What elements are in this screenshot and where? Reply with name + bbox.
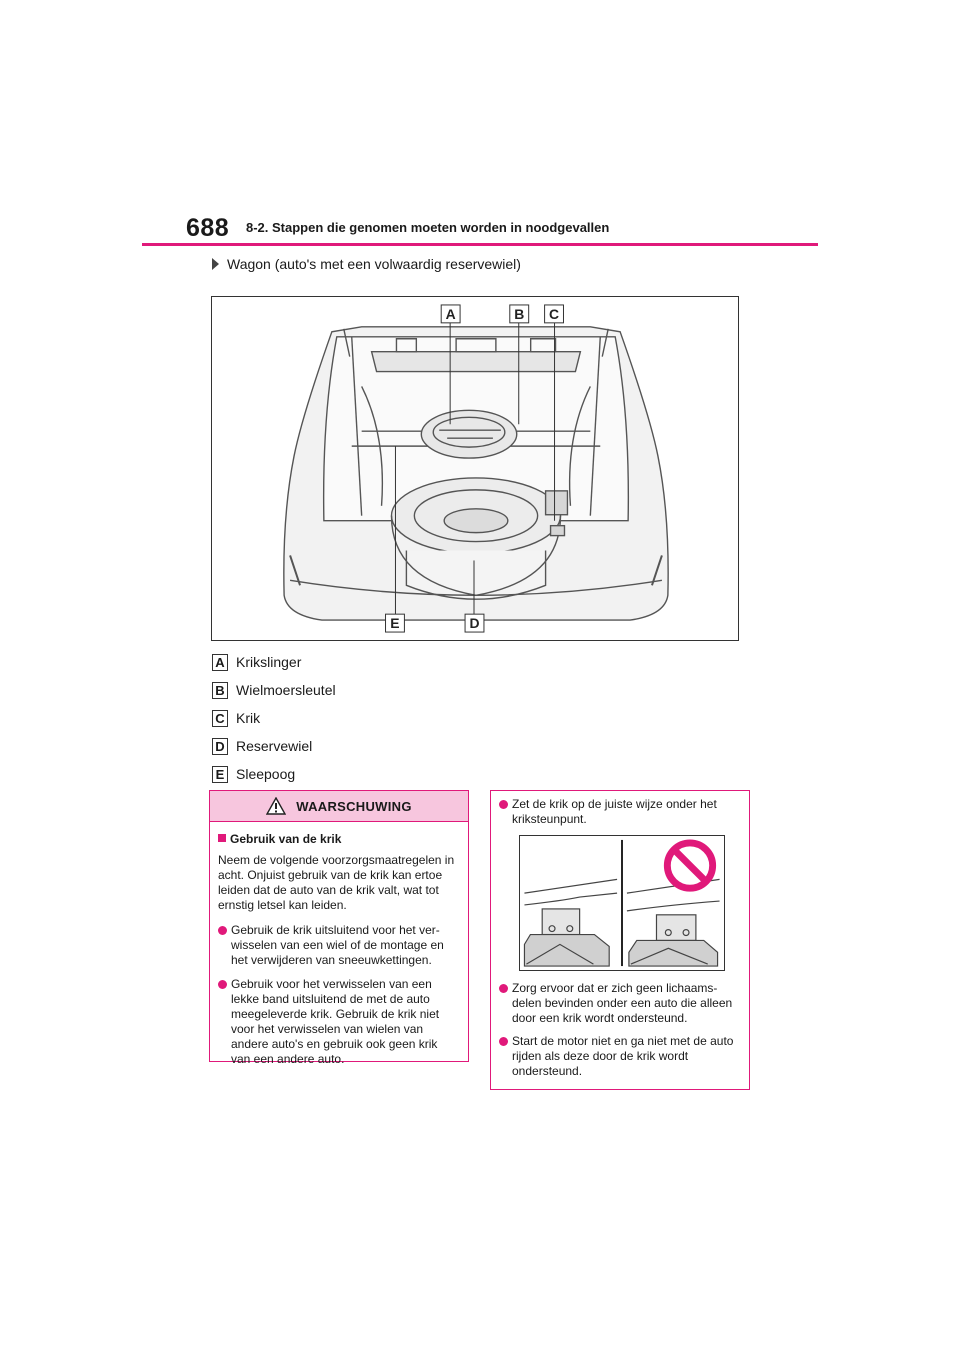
- legend-label: Sleepoog: [236, 766, 296, 782]
- warning-body: [210, 822, 468, 1067]
- right-bullet-text: Zet de krik op de juiste wijze onder het kriksteunpunt.: [512, 797, 717, 826]
- triangle-bullet-icon: [212, 258, 219, 270]
- jack-placement-drawing: [520, 836, 724, 970]
- right-bullet: [499, 797, 741, 827]
- callout-b: [510, 305, 529, 323]
- trunk-illustration: [211, 296, 739, 641]
- bullet-dot-icon: [218, 926, 227, 935]
- bullet-dot-icon: [218, 980, 227, 989]
- legend-item: [212, 676, 336, 704]
- warning-subheading-text: Gebruik van de krik: [230, 832, 342, 846]
- square-bullet-icon: [218, 834, 226, 842]
- right-bullet: [499, 1034, 741, 1079]
- warning-title: WAARSCHUWING: [296, 798, 412, 814]
- right-column-box: [490, 790, 750, 1090]
- header-rule: [142, 243, 818, 246]
- sub-heading-text: Wagon (auto's met een volwaardig reservewiel): [227, 256, 521, 272]
- legend-item: [212, 760, 336, 788]
- legend-item: [212, 648, 336, 676]
- right-bullet-text: Zorg ervoor dat er zich geen lichaams-delen bevinden onder een auto die alleen door een krik wordt ondersteund.: [512, 981, 733, 1025]
- legend-letter: C: [212, 710, 228, 727]
- legend-label: Reservewiel: [236, 738, 313, 754]
- right-bullet: [499, 981, 741, 1026]
- warning-bullet: [218, 977, 460, 1067]
- warning-header: [210, 791, 468, 822]
- sub-heading: [212, 256, 521, 272]
- warning-bullet-text: Gebruik voor het verwisselen van een lekke band uitsluitend de met de auto meegeleverde krik. Gebruik de krik niet voor het verwisselen van wielen van andere auto's en gebruik ook geen krik van een andere auto.: [231, 977, 440, 1066]
- right-bullet-text: Start de motor niet en ga niet met de auto rijden als deze door de krik wordt ondersteund.: [512, 1034, 734, 1078]
- legend-letter: B: [212, 682, 228, 699]
- bullet-dot-icon: [499, 800, 508, 809]
- legend-label: Wielmoersleutel: [236, 682, 336, 698]
- warning-bullet: [218, 923, 460, 968]
- callout-d: [465, 614, 484, 632]
- callout-c-letter: C: [549, 305, 560, 322]
- warning-triangle-icon: [266, 797, 286, 815]
- callout-e-letter: E: [390, 615, 400, 632]
- page-number: 688: [186, 214, 230, 242]
- warning-intro: Neem de volgende voorzorgsmaatregelen in acht. Onjuist gebruik van de krik kan ertoe leiden dat de auto van de krik valt, wat tot ernstig letsel kan leiden.: [218, 853, 455, 912]
- legend-item: [212, 732, 336, 760]
- callout-c: [545, 305, 564, 323]
- legend: [212, 648, 336, 788]
- callout-b-letter: B: [514, 305, 525, 322]
- legend-label: Krikslinger: [236, 654, 302, 670]
- bullet-dot-icon: [499, 984, 508, 993]
- callout-d-letter: D: [469, 615, 480, 632]
- trunk-drawing: [212, 297, 738, 640]
- bullet-dot-icon: [499, 1037, 508, 1046]
- callout-a-letter: A: [445, 305, 456, 322]
- legend-label: Krik: [236, 710, 261, 726]
- warning-bullet-text: Gebruik de krik uitsluitend voor het ver-wisselen van een wiel of de montage en het verwijderen van sneeuwkettingen.: [231, 923, 444, 967]
- warning-subheading: [218, 832, 460, 847]
- warning-box: [209, 790, 469, 1066]
- jack-placement-illustration: [519, 835, 725, 971]
- legend-letter: A: [212, 654, 228, 671]
- section-title: 8-2. Stappen die genomen moeten worden in noodgevallen: [246, 220, 610, 235]
- legend-letter: D: [212, 738, 228, 755]
- callout-a: [441, 305, 460, 323]
- prohibited-icon: [667, 843, 712, 888]
- callout-e: [386, 614, 405, 632]
- legend-item: [212, 704, 336, 732]
- legend-letter: E: [212, 766, 228, 783]
